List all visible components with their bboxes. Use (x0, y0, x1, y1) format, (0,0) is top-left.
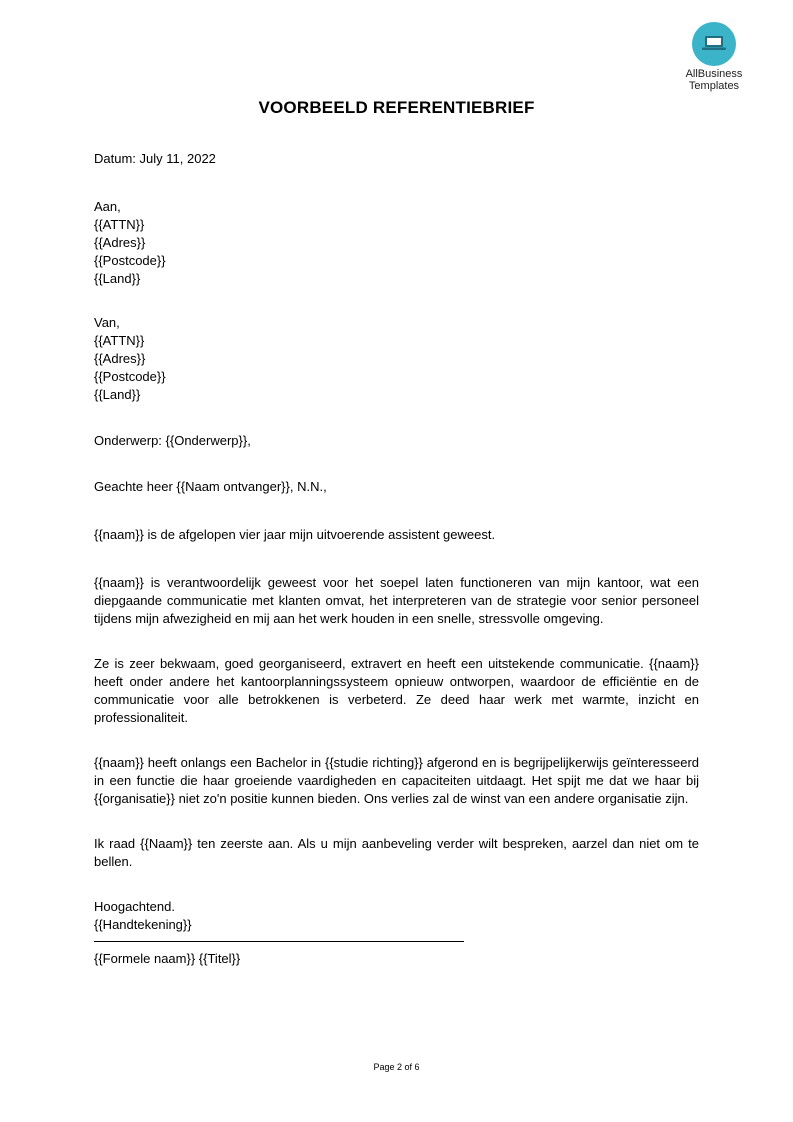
paragraph-2: {{naam}} is verantwoordelijk geweest voor het soepel laten functioneren van mijn kantoor, wat een diepgaande communicatie met klanten omvat, het interpreteren van de strategie voor senior personeel tijdens mijn afwezigheid en mij aan het werk houden in een snelle, stressvolle omgeving. (94, 575, 699, 626)
recipient-attn: {{ATTN}} (94, 217, 145, 232)
closing: Hoogachtend. (94, 899, 175, 914)
date-value: July 11, 2022 (139, 151, 216, 166)
sender-country: {{Land}} (94, 387, 141, 402)
page-number: Page 2 of 6 (373, 1062, 420, 1072)
paragraph-4: {{naam}} heeft onlangs een Bachelor in {{studie richting}} afgerond en is begrijpelijkerwijs geïnteresseerd in een functie die haar groeiende vaardigheden en capaciteiten uitdaagt. Het spijt me dat we haar bij {{organisatie}} niet zo'n positie kunnen bieden. Ons verlies zal de winst van een andere organisatie zijn. (94, 755, 699, 806)
sender-postcode: {{Postcode}} (94, 369, 166, 384)
logo-text (668, 68, 760, 92)
logo-text-line1: AllBusiness (685, 68, 743, 80)
signature-placeholder: {{Handtekening}} (94, 917, 192, 932)
recipient-block (94, 198, 699, 288)
sender-label: Van, (94, 315, 120, 330)
logo-text-line2: Templates (688, 80, 740, 92)
sender-address: {{Adres}} (94, 351, 146, 366)
allbusiness-templates-logo (668, 20, 760, 92)
salutation: Geachte heer {{Naam ontvanger}}, N.N., (94, 479, 327, 494)
recipient-address: {{Adres}} (94, 235, 146, 250)
sender-attn: {{ATTN}} (94, 333, 145, 348)
recipient-label: Aan, (94, 199, 121, 214)
laptop-icon (702, 35, 726, 51)
date-line (94, 150, 699, 168)
subject-line: Onderwerp: {{Onderwerp}}, (94, 433, 251, 448)
signatory-name-title: {{Formele naam}} {{Titel}} (94, 951, 241, 966)
date-label: Datum: (94, 151, 136, 166)
sender-block (94, 314, 699, 404)
paragraph-3: Ze is zeer bekwaam, goed georganiseerd, extravert en heeft een uitstekende communicatie. {{naam}} heeft onder andere het kantoorplanningssysteem opnieuw ontworpen, waardoor de efficiëntie en de communicatie voor alle betrokkenen is verbeterd. Ze deed haar werk met warmte, inzicht en professionaliteit. (94, 656, 699, 725)
recipient-country: {{Land}} (94, 271, 141, 286)
letter-body (94, 150, 699, 968)
document-title: VOORBEELD REFERENTIEBRIEF (258, 98, 535, 117)
paragraph-1: {{naam}} is de afgelopen vier jaar mijn uitvoerende assistent geweest. (94, 527, 496, 542)
logo-circle (692, 22, 736, 66)
paragraph-5: Ik raad {{Naam}} ten zeerste aan. Als u mijn aanbeveling verder wilt bespreken, aarzel dan niet om te bellen. (94, 836, 699, 869)
recipient-postcode: {{Postcode}} (94, 253, 166, 268)
signature-line (94, 941, 464, 942)
